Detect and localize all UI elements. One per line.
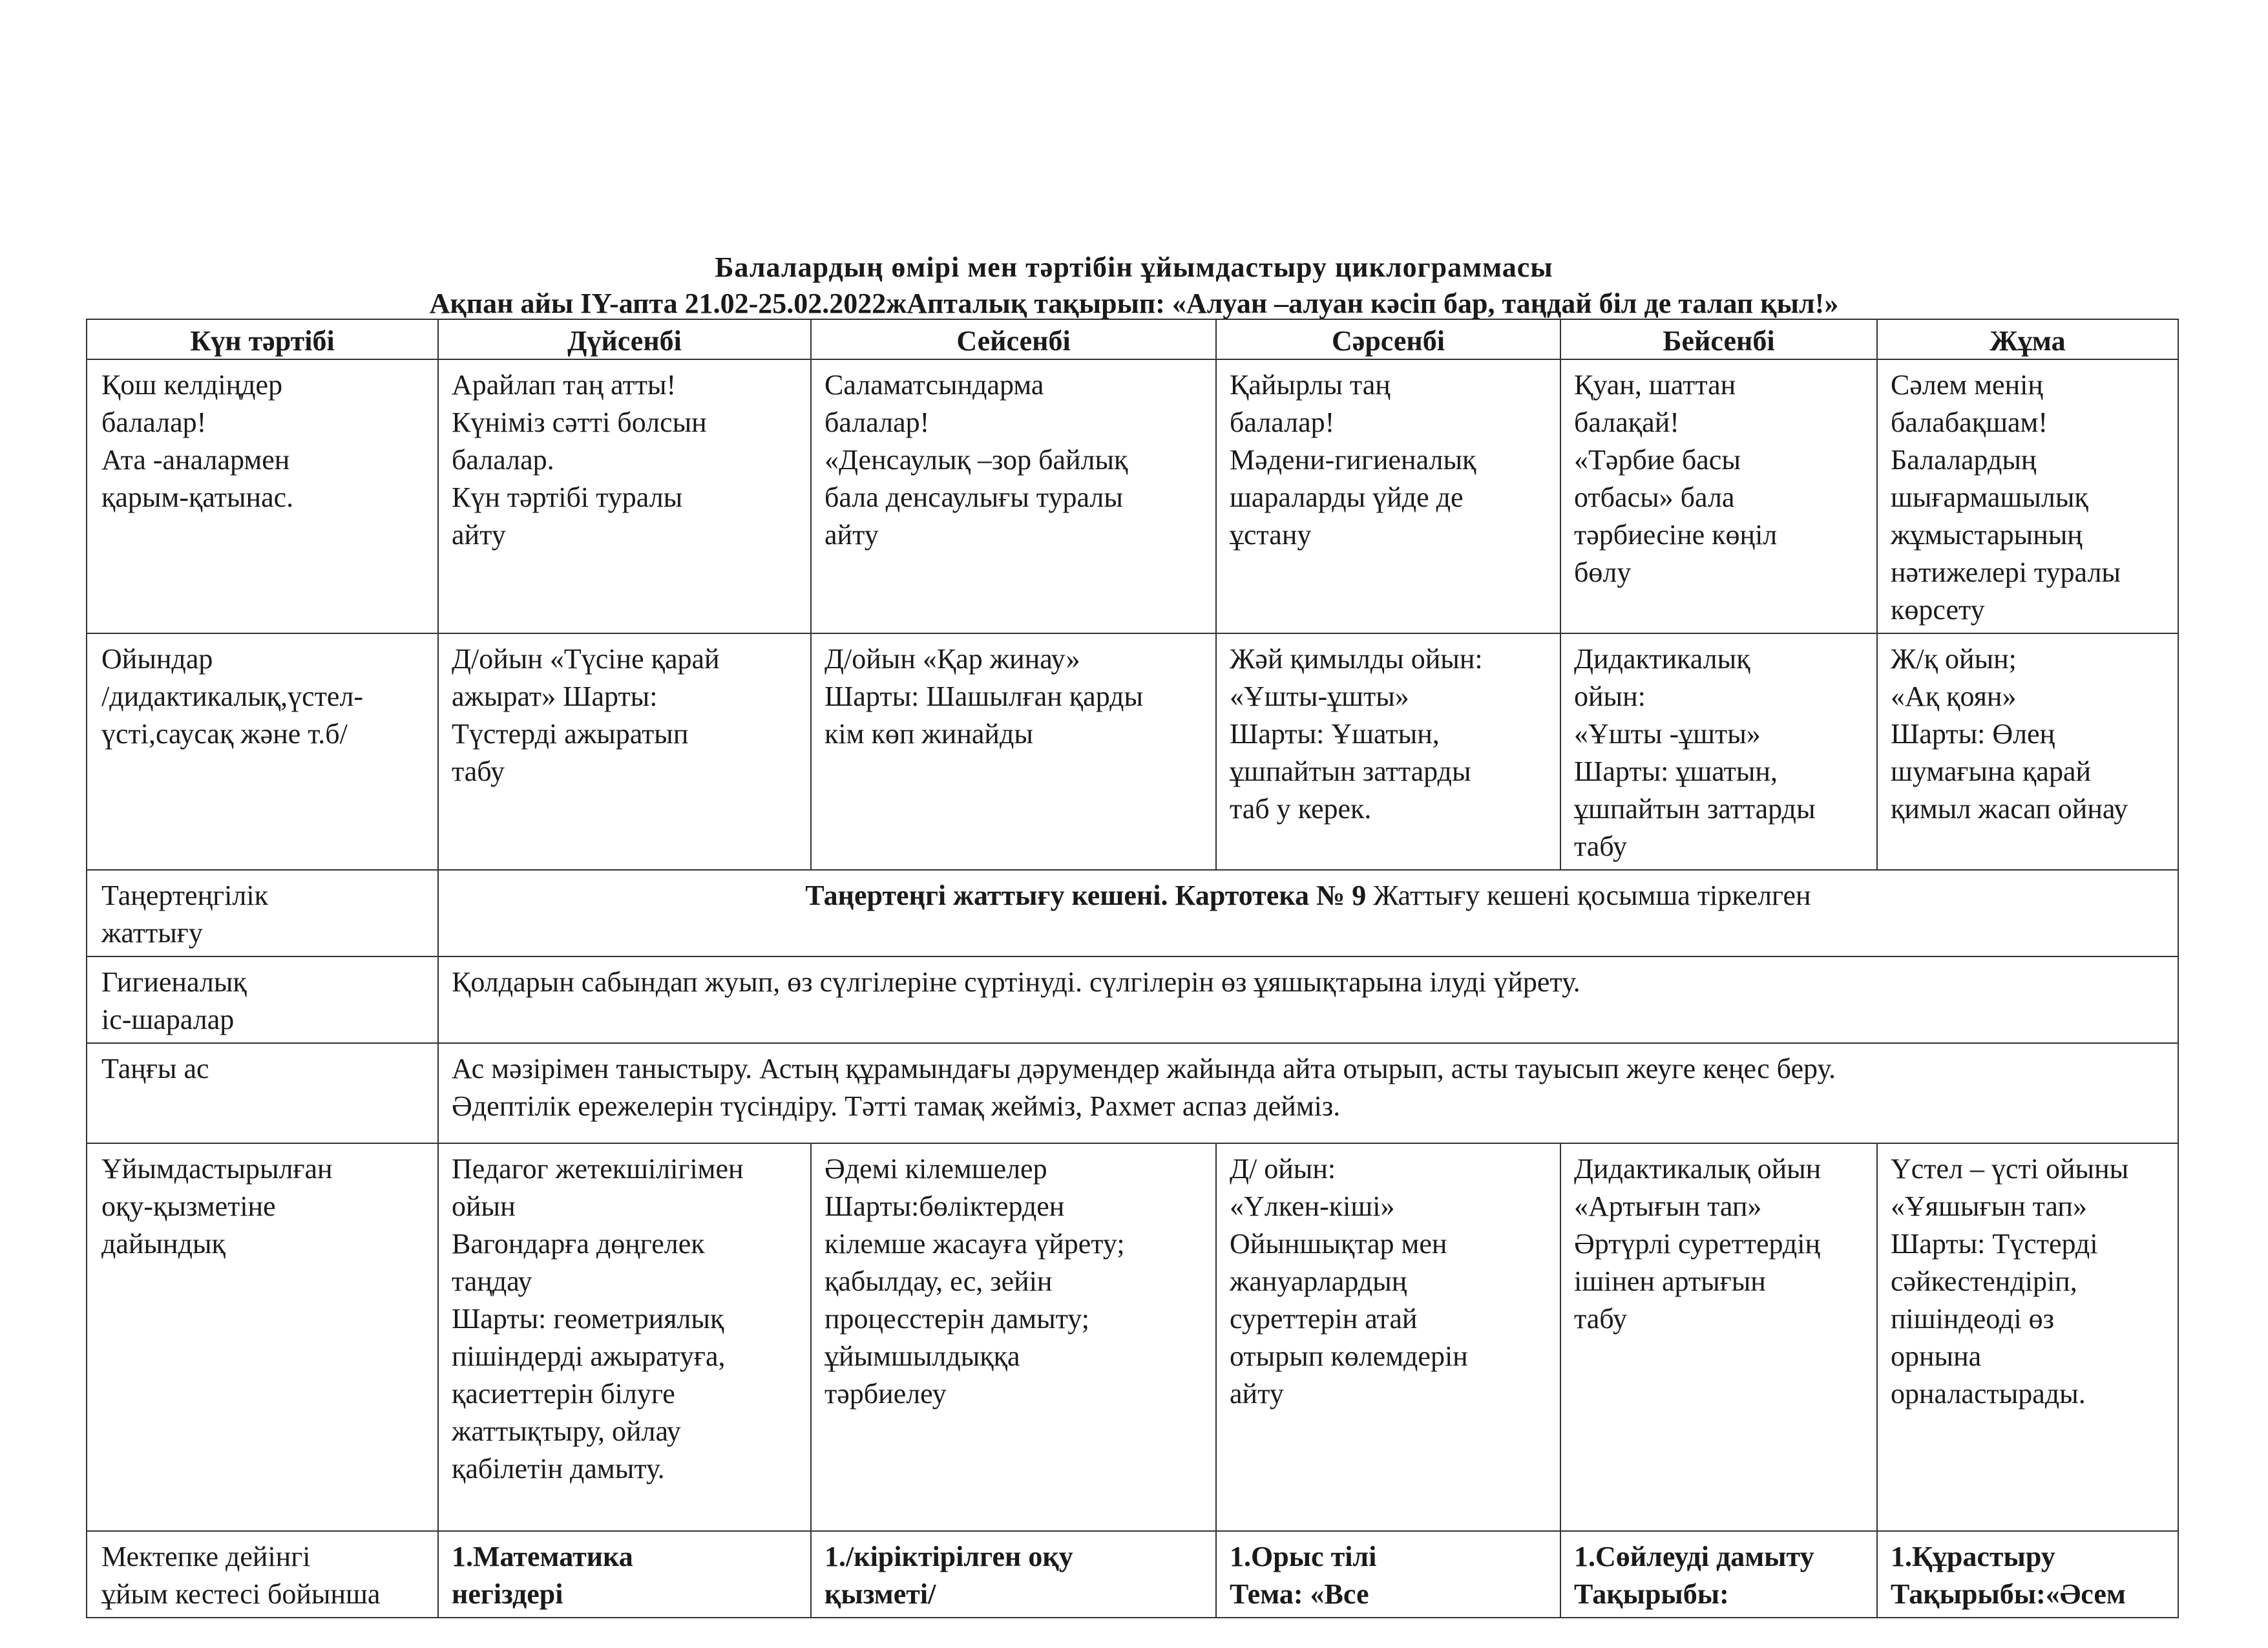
header-tuesday: Сейсенбі xyxy=(811,319,1216,359)
cell-monday: Педагог жетекшілігімен ойын Вагондарға дөңгелек таңдау Шарты: геометриялық пішіндерді ажыратуға, қасиеттерін білуге жаттықтыру, ойлау қабілетін дамыту. xyxy=(438,1143,811,1531)
cell-tuesday: Д/ойын «Қар жинау» Шарты: Шашылған қарды кім көп жинайды xyxy=(811,633,1216,870)
table-row xyxy=(87,956,2178,1043)
cell-friday: Үстел – үсті ойыны «Ұяшығын тап» Шарты: Түстерді сәйкестендіріп, пішіндеоді өз орнына орналастырады. xyxy=(1877,1143,2178,1531)
row-label-hygiene: Гигиеналық іс-шаралар xyxy=(87,956,438,1043)
cell-friday: 1.Құрастыру Тақырыбы:«Әсем xyxy=(1877,1531,2178,1618)
header-friday: Жұма xyxy=(1877,319,2178,359)
cell-wednesday: 1.Орыс тілі Тема: «Все xyxy=(1216,1531,1560,1618)
merged-cell-hygiene: Қолдарын сабындап жуып, өз сүлгілеріне сүртінуді. сүлгілерін өз ұяшықтарына ілуді үйрету. xyxy=(438,956,2178,1043)
header-row xyxy=(87,319,2178,359)
cell-friday: Ж/қ ойын; «Ақ қоян» Шарты: Өлең шумағына қарай қимыл жасап ойнау xyxy=(1877,633,2178,870)
cell-thursday: Қуан, шаттан балақай! «Тәрбие басы отбасы» бала тәрбиесіне көңіл бөлу xyxy=(1560,359,1877,633)
exercise-card-note: Жаттығу кешені қосымша тіркелген xyxy=(1366,880,1811,911)
header-thursday: Бейсенбі xyxy=(1560,319,1877,359)
row-label-breakfast: Таңғы ас xyxy=(87,1043,438,1143)
row-label-greeting: Қош келдіңдер балалар! Ата -аналармен қарым-қатынас. xyxy=(87,359,438,633)
cell-monday: 1.Математика негіздері xyxy=(438,1531,811,1618)
merged-cell-breakfast: Ас мәзірімен таныстыру. Астың құрамындағы дәрумендер жайында айта отырып, асты тауысып жеуге кеңес беру. Әдептілік ережелерін түсіндіру. Тәтті тамақ жейміз, Рахмет аспаз дейміз. xyxy=(438,1043,2178,1143)
row-label-activity-prep: Ұйымдастырылған оқу-қызметіне дайындық xyxy=(87,1143,438,1531)
row-label-games: Ойындар /дидактикалық,үстел- үсті,саусақ және т.б/ xyxy=(87,633,438,870)
cell-tuesday: Саламатсындарма балалар! «Денсаулық –зор байлық бала денсаулығы туралы айту xyxy=(811,359,1216,633)
row-label-morning-exercise: Таңертеңгілік жаттығу xyxy=(87,870,438,956)
cell-tuesday: Әдемі кілемшелер Шарты:бөліктерден кілемше жасауға үйрету; қабылдау, ес, зейін процесстерін дамыту; ұйымшылдыққа тәрбиелеу xyxy=(811,1143,1216,1531)
document-subtitle: Ақпан айы ІY-апта 21.02-25.02.2022жАпталық тақырып: «Алуан –алуан кәсіп бар, таңдай біл де талап қыл!» xyxy=(429,288,1839,319)
header-monday: Дүйсенбі xyxy=(438,319,811,359)
cell-wednesday: Д/ ойын: «Үлкен-кіші» Ойыншықтар мен жануарлардың суреттерін атай отырып көлемдерін айту xyxy=(1216,1143,1560,1531)
cell-tuesday: 1./кіріктірілген оқу қызметі/ xyxy=(811,1531,1216,1618)
cell-monday: Д/ойын «Түсіне қарай ажырат» Шарты: Түстерді ажыратып табу xyxy=(438,633,811,870)
table-row xyxy=(87,870,2178,956)
header-wednesday: Сәрсенбі xyxy=(1216,319,1560,359)
merged-cell-morning-exercise xyxy=(438,870,2178,956)
row-label-schedule: Мектепке дейінгі ұйым кестесі бойынша xyxy=(87,1531,438,1618)
table-row xyxy=(87,1043,2178,1143)
exercise-card-title: Таңертеңгі жаттығу кешені. Картотека № 9 xyxy=(805,880,1367,911)
table-row xyxy=(87,1143,2178,1531)
document-title: Балалардың өмірі мен тәртібін ұйымдастыру циклограммасы xyxy=(715,251,1553,283)
cell-wednesday: Қайырлы таң балалар! Мәдени-гигиеналық шараларды үйде де ұстану xyxy=(1216,359,1560,633)
cell-friday: Сәлем менің балабақшам! Балалардың шығармашылық жұмыстарының нәтижелері туралы көрсету xyxy=(1877,359,2178,633)
header-daily-routine: Күн тәртібі xyxy=(87,319,438,359)
table-row xyxy=(87,359,2178,633)
cell-wednesday: Жәй қимылды ойын: «Ұшты-ұшты» Шарты: Ұшатын, ұшпайтын заттарды таб у керек. xyxy=(1216,633,1560,870)
cell-thursday: Дидактикалық ойын «Артығын тап» Әртүрлі суреттердің ішінен артығын табу xyxy=(1560,1143,1877,1531)
table-row xyxy=(87,1531,2178,1618)
cell-monday: Арайлап таң атты! Күніміз сәтті болсын балалар. Күн тәртібі туралы айту xyxy=(438,359,811,633)
cell-thursday: Дидактикалық ойын: «Ұшты -ұшты» Шарты: ұшатын, ұшпайтын заттарды табу xyxy=(1560,633,1877,870)
cell-thursday: 1.Сөйлеуді дамыту Тақырыбы: xyxy=(1560,1531,1877,1618)
cyclogram-table xyxy=(86,319,2179,1618)
table-row xyxy=(87,633,2178,870)
